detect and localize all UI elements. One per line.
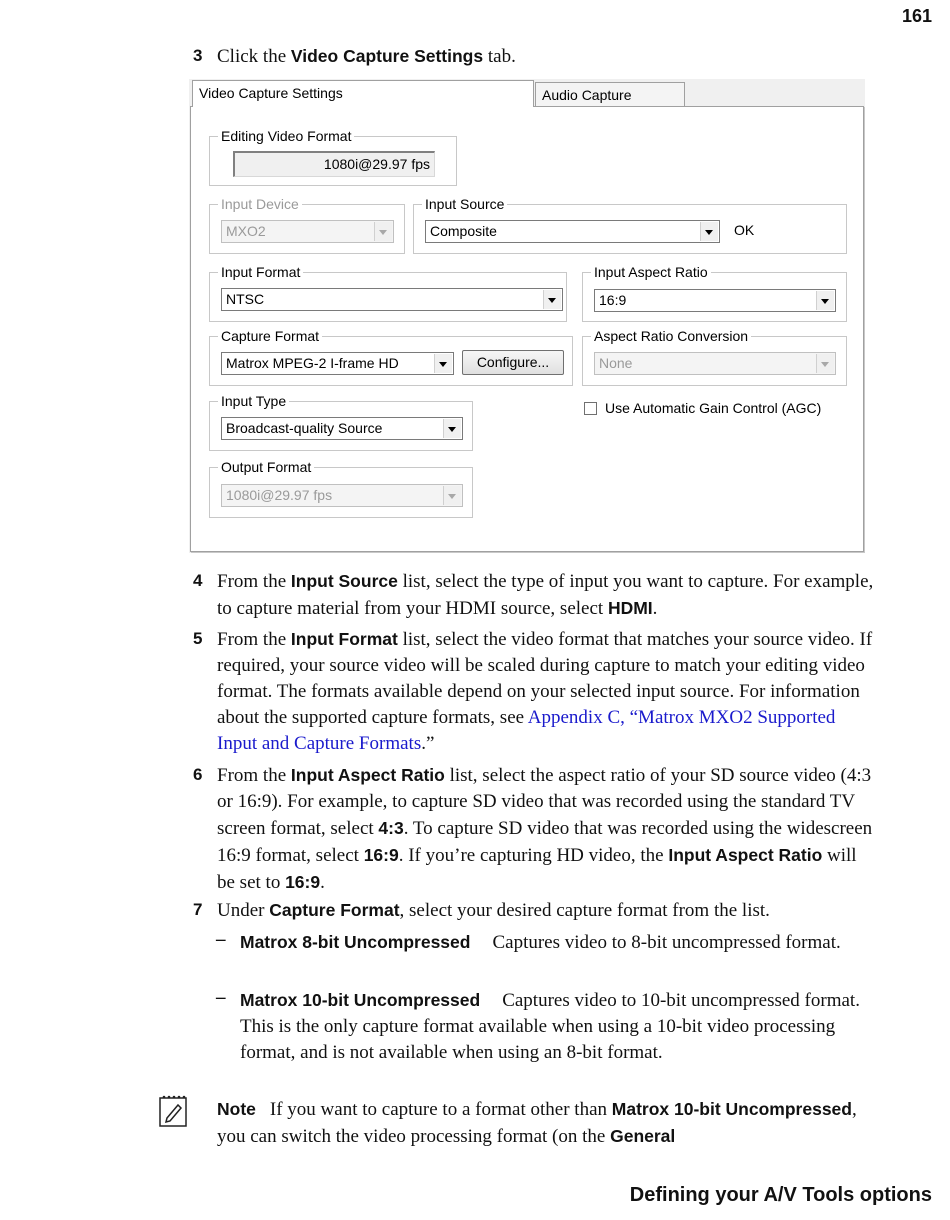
step-number: 4 [193, 571, 203, 590]
page-number: 161 [901, 6, 932, 26]
note-text: Note If you want to capture to a format other than Matrox 10-bit Uncompressed, you can switch the video processing format (on the General [217, 1099, 857, 1147]
input-source-select[interactable]: Composite [425, 220, 720, 243]
output-format-label: Output Format [218, 458, 314, 476]
chevron-down-icon[interactable] [434, 354, 452, 373]
agc-checkbox-label[interactable]: Use Automatic Gain Control (AGC) [605, 400, 822, 416]
step-4-text: From the Input Source list, select the type of input you want to capture. For example, to capture material from your HDMI source, select HDMI. [217, 571, 874, 619]
bullet-dash: – [216, 929, 226, 950]
tab-panel [190, 106, 864, 552]
capture-format-select[interactable]: Matrox MPEG-2 I-frame HD [221, 352, 454, 375]
input-format-group [209, 264, 567, 322]
capture-format-label: Capture Format [218, 327, 322, 345]
step-number: 7 [193, 900, 203, 919]
input-type-group [209, 393, 473, 451]
tab-audio-capture-settings[interactable]: Audio Capture [535, 82, 685, 106]
step-7-text: Under Capture Format, select your desired capture format from the list. [217, 900, 770, 921]
input-source-status: OK [734, 222, 755, 238]
input-aspect-ratio-group [582, 264, 847, 322]
note-label: Note [217, 1099, 256, 1119]
sub-item-10bit: Matrox 10-bit Uncompressed Captures video to 10-bit uncompressed format. This is the only capture format available when using a 10-bit video processing format, and is not available when using an 8-bit format. [240, 990, 860, 1063]
note-icon [158, 1094, 188, 1128]
input-source-group [413, 196, 847, 254]
step-number: 6 [193, 765, 203, 784]
step-number: 3 [193, 46, 203, 65]
input-device-select: MXO2 [221, 220, 394, 243]
editing-video-format-field: 1080i@29.97 fps [233, 151, 435, 177]
chevron-down-icon[interactable] [700, 222, 718, 241]
editing-video-format-group [209, 128, 457, 186]
input-format-select[interactable]: NTSC [221, 288, 563, 311]
configure-button[interactable]: Configure... [462, 350, 564, 375]
agc-checkbox[interactable] [584, 402, 597, 415]
aspect-ratio-conversion-select: None [594, 352, 836, 375]
input-aspect-ratio-label: Input Aspect Ratio [591, 263, 711, 281]
chevron-down-icon[interactable] [443, 419, 461, 438]
input-device-group [209, 196, 405, 254]
aspect-ratio-conversion-label: Aspect Ratio Conversion [591, 327, 751, 345]
step-number: 5 [193, 629, 203, 648]
input-type-select[interactable]: Broadcast-quality Source [221, 417, 463, 440]
input-source-label: Input Source [422, 195, 507, 213]
step-3-text: Click the Video Capture Settings tab. [217, 46, 516, 67]
chevron-down-icon[interactable] [816, 291, 834, 310]
output-format-select: 1080i@29.97 fps [221, 484, 463, 507]
capture-format-group [209, 328, 573, 386]
input-type-label: Input Type [218, 392, 289, 410]
appendix-c-link[interactable]: Appendix C, “Matrox MXO2 Supported Input and Capture Formats [217, 707, 836, 754]
chevron-down-icon [443, 486, 461, 505]
editing-video-format-label: Editing Video Format [218, 127, 354, 145]
step-5-text: From the Input Format list, select the video format that matches your source video. If required, your source video will be scaled during capture to match your editing video format. The formats available depend on your selected input source. For information about the supported capture formats, see Appendix C, “Matrox MXO2 Supported Input and Capture Formats.” [217, 629, 873, 754]
aspect-ratio-conversion-group [582, 328, 847, 386]
step-6-text: From the Input Aspect Ratio list, select the aspect ratio of your SD source video (4:3 or 16:9). For example, to capture SD video that was recorded using the standard TV screen format, select 4:3. To capture SD video that was recorded using the widescreen 16:9 format, select 16:9. If you’re capturing HD video, the Input Aspect Ratio will be set to 16:9. [217, 765, 873, 893]
input-aspect-ratio-select[interactable]: 16:9 [594, 289, 836, 312]
chevron-down-icon [816, 354, 834, 373]
chevron-down-icon[interactable] [543, 290, 561, 309]
input-device-label: Input Device [218, 195, 302, 213]
output-format-group [209, 459, 473, 518]
input-format-label: Input Format [218, 263, 303, 281]
bullet-dash: – [216, 987, 226, 1008]
chevron-down-icon [374, 222, 392, 241]
sub-item-8bit: Matrox 8-bit Uncompressed Captures video to 8-bit uncompressed format. [240, 932, 841, 953]
page-footer: Defining your A/V Tools options [629, 1184, 932, 1206]
video-capture-settings-dialog [189, 79, 865, 553]
tab-video-capture-settings[interactable]: Video Capture Settings [192, 80, 534, 107]
